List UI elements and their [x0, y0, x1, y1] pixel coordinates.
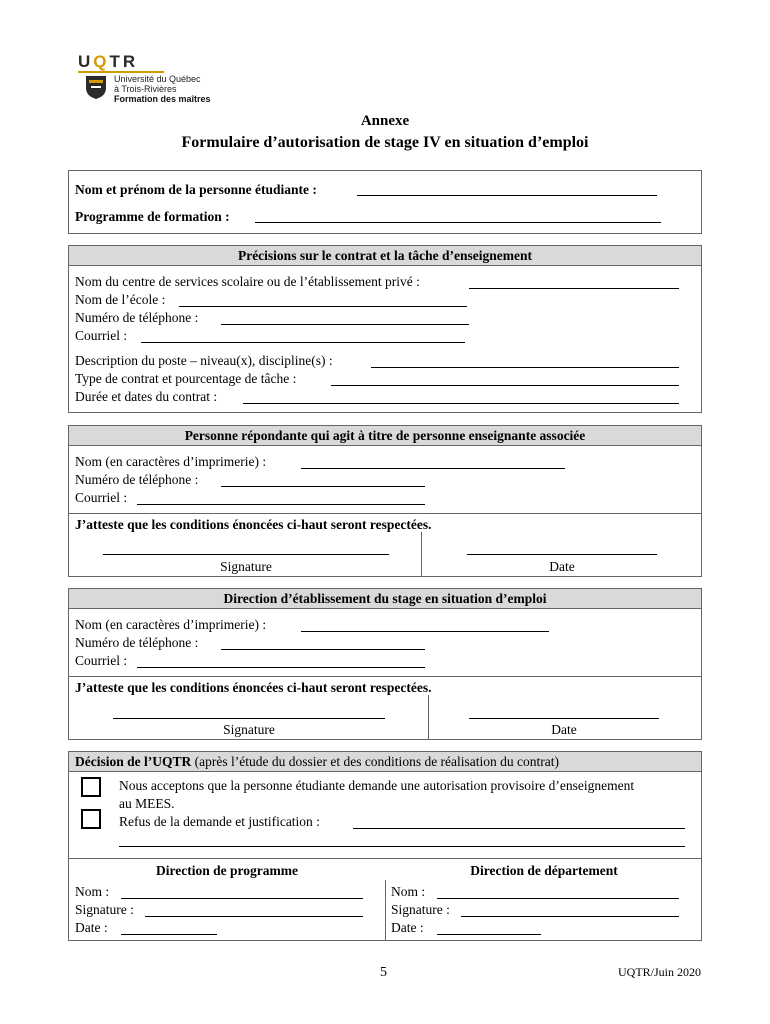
- respondent-name-label: Nom (en caractères d’imprimerie) :: [75, 454, 267, 469]
- accept-checkbox[interactable]: [81, 777, 101, 797]
- program-direction-heading: Direction de programme: [156, 863, 298, 878]
- form-title: Formulaire d’autorisation de stage IV en situation d’emploi: [181, 134, 589, 151]
- refuse-justification-field[interactable]: [353, 828, 685, 829]
- program-name-field[interactable]: [121, 898, 363, 899]
- respondent-phone-label: Numéro de téléphone :: [75, 472, 199, 487]
- direction-email-label: Courriel :: [75, 653, 128, 668]
- description-field[interactable]: [371, 367, 679, 368]
- program-date-label: Date :: [75, 920, 108, 935]
- respondent-phone-field[interactable]: [221, 486, 425, 487]
- program-signature-field[interactable]: [145, 916, 363, 917]
- crest-icon: [84, 74, 108, 100]
- centre-label: Nom du centre de services scolaire ou de l’établissement privé :: [75, 274, 420, 289]
- refuse-label: Refus de la demande et justification :: [119, 814, 320, 829]
- respondent-section: [68, 425, 702, 577]
- department-date-field[interactable]: [437, 934, 541, 935]
- logo-underline: [78, 71, 164, 73]
- duration-field[interactable]: [243, 403, 679, 404]
- logo-tagline: Formation des maîtres: [114, 94, 211, 104]
- respondent-date-label: Date: [549, 559, 575, 574]
- direction-signature-label: Signature: [223, 722, 275, 737]
- direction-attest: J’atteste que les conditions énoncées ci-haut seront respectées.: [75, 680, 432, 695]
- department-date-label: Date :: [391, 920, 424, 935]
- centre-field[interactable]: [469, 288, 679, 289]
- respondent-signature-label: Signature: [220, 559, 272, 574]
- direction-name-label: Nom (en caractères d’imprimerie) :: [75, 617, 267, 632]
- divider: [69, 858, 701, 859]
- contract-section: [68, 245, 702, 413]
- department-name-field[interactable]: [437, 898, 679, 899]
- uqtr-logo: [78, 52, 238, 112]
- divider: [428, 695, 429, 740]
- refuse-justification-field-2[interactable]: [119, 846, 685, 847]
- respondent-date-field[interactable]: [467, 554, 657, 555]
- annex-title: Annexe: [360, 113, 410, 129]
- department-direction-heading: Direction de département: [470, 863, 618, 878]
- contract-heading: Précisions sur le contrat et la tâche d’enseignement: [69, 246, 701, 266]
- contract-phone-label: Numéro de téléphone :: [75, 310, 199, 325]
- contract-type-label: Type de contrat et pourcentage de tâche :: [75, 371, 297, 386]
- direction-date-label: Date: [551, 722, 577, 737]
- logo-wordmark: UQTR: [78, 52, 139, 71]
- respondent-heading: Personne répondante qui agit à titre de personne enseignante associée: [69, 426, 701, 446]
- decision-section: [68, 751, 702, 941]
- program-name-label: Nom :: [75, 884, 110, 899]
- direction-signature-field[interactable]: [113, 718, 385, 719]
- contract-phone-field[interactable]: [221, 324, 469, 325]
- direction-date-field[interactable]: [469, 718, 659, 719]
- direction-heading: Direction d’établissement du stage en situation d’emploi: [69, 589, 701, 609]
- respondent-name-field[interactable]: [301, 468, 565, 469]
- document-reference: UQTR/Juin 2020: [618, 965, 702, 979]
- program-signature-label: Signature :: [75, 902, 134, 917]
- school-field[interactable]: [179, 306, 467, 307]
- direction-section: [68, 588, 702, 740]
- page-number: 5: [380, 965, 387, 980]
- school-label: Nom de l’école :: [75, 292, 166, 307]
- accept-text-line1: Nous acceptons que la personne étudiante demande une autorisation provisoire d’enseignement: [119, 778, 635, 793]
- respondent-email-field[interactable]: [137, 504, 425, 505]
- contract-email-label: Courriel :: [75, 328, 128, 343]
- contract-type-field[interactable]: [331, 385, 679, 386]
- duration-label: Durée et dates du contrat :: [75, 389, 218, 404]
- direction-phone-field[interactable]: [221, 649, 425, 650]
- direction-name-field[interactable]: [301, 631, 549, 632]
- divider: [69, 513, 701, 514]
- logo-university-name: Université du Québec à Trois-Rivières: [114, 74, 201, 94]
- decision-heading: Décision de l’UQTR (après l’étude du dossier et des conditions de réalisation du contrat): [69, 752, 701, 772]
- description-label: Description du poste – niveau(x), discipline(s) :: [75, 353, 333, 368]
- refuse-checkbox[interactable]: [81, 809, 101, 829]
- department-name-label: Nom :: [391, 884, 426, 899]
- student-name-field[interactable]: [357, 195, 657, 196]
- program-field[interactable]: [255, 222, 661, 223]
- program-label: Programme de formation :: [75, 209, 230, 224]
- divider: [421, 532, 422, 577]
- respondent-email-label: Courriel :: [75, 490, 128, 505]
- divider: [69, 676, 701, 677]
- respondent-signature-field[interactable]: [103, 554, 389, 555]
- direction-phone-label: Numéro de téléphone :: [75, 635, 199, 650]
- department-signature-field[interactable]: [461, 916, 679, 917]
- student-name-label: Nom et prénom de la personne étudiante :: [75, 182, 317, 197]
- department-signature-label: Signature :: [391, 902, 450, 917]
- contract-email-field[interactable]: [141, 342, 465, 343]
- program-date-field[interactable]: [121, 934, 217, 935]
- divider: [385, 880, 386, 941]
- student-info-section: [68, 170, 702, 234]
- accept-text-line2: au MEES.: [119, 796, 175, 811]
- respondent-attest: J’atteste que les conditions énoncées ci-haut seront respectées.: [75, 517, 432, 532]
- direction-email-field[interactable]: [137, 667, 425, 668]
